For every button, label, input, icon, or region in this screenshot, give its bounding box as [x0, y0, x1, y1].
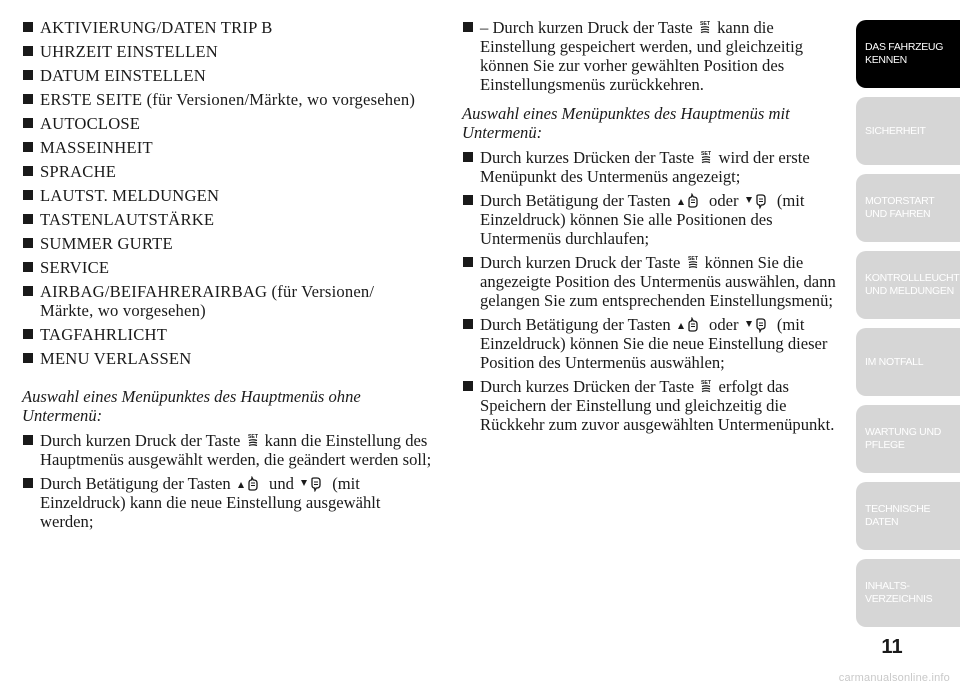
list-item: SUMMER GURTE: [22, 234, 432, 253]
list-item: SPRACHE: [22, 162, 432, 181]
list-item: AIRBAG/BEIFAHRERAIRBAG (für Versionen/ Märkte, wo vorgesehen): [22, 282, 432, 320]
list-item: – Durch kurzen Druck der Taste kann die Einstellung gespeichert werden, und gleichzeitig können Sie zur vorher gewählten Position des Einstellungsmenüs zurückkehren.: [462, 18, 844, 94]
section-heading-without-submenu: Auswahl eines Menüpunktes des Hauptmenüs ohne Untermenü:: [22, 387, 361, 425]
up-button-icon: [677, 193, 703, 209]
steps-with-submenu: [462, 148, 844, 434]
page-number: 11: [881, 636, 903, 658]
tab-sicherheit[interactable]: SICHERHEIT: [856, 97, 960, 165]
list-item: MENU VERLASSEN: [22, 349, 432, 368]
list-item: DATUM EINSTELLEN: [22, 66, 432, 85]
settings-menu-list: [22, 18, 432, 368]
down-button-icon: [300, 476, 326, 492]
square-bullet-icon: [23, 238, 33, 248]
section-heading-with-submenu: Auswahl eines Menüpunktes des Hauptmenüs mit Untermenü:: [462, 104, 790, 142]
set-button-icon: [687, 255, 699, 270]
square-bullet-icon: [23, 214, 33, 224]
list-item: AUTOCLOSE: [22, 114, 432, 133]
square-bullet-icon: [23, 329, 33, 339]
intro-list: [462, 18, 844, 94]
tab-wartung-und-pflege[interactable]: WARTUNG UND PFLEGE: [856, 405, 960, 473]
tab-technische-daten[interactable]: TECHNISCHE DATEN: [856, 482, 960, 550]
list-item: Durch kurzes Drücken der Taste wird der erste Menüpunkt des Untermenüs angezeigt;: [462, 148, 844, 186]
square-bullet-icon: [23, 286, 33, 296]
list-item: LAUTST. MELDUNGEN: [22, 186, 432, 205]
set-button-icon: [247, 433, 259, 448]
list-item: Durch kurzen Druck der Taste können Sie die angezeigte Position des Untermenüs auswählen, dann gelangen Sie zum entsprechenden Einstellungsmenü;: [462, 253, 844, 310]
square-bullet-icon: [23, 94, 33, 104]
square-bullet-icon: [463, 257, 473, 267]
list-item: Durch Betätigung der Tasten und (mit Einzeldruck) kann die neue Einstellung ausgewählt werden;: [22, 474, 432, 531]
list-item: SERVICE: [22, 258, 432, 277]
list-item: MASSEINHEIT: [22, 138, 432, 157]
watermark: carmanualsonline.info: [838, 672, 950, 684]
list-item: ERSTE SEITE (für Versionen/Märkte, wo vorgesehen): [22, 90, 432, 109]
square-bullet-icon: [23, 353, 33, 363]
square-bullet-icon: [463, 381, 473, 391]
tab-inhaltsverzeichnis[interactable]: INHALTS- VERZEICHNIS: [856, 559, 960, 627]
up-button-icon: [677, 317, 703, 333]
square-bullet-icon: [23, 142, 33, 152]
list-item: Durch kurzes Drücken der Taste erfolgt das Speichern der Einstellung und gleichzeitig die Rückkehr zum zuvor ausgewählten Untermenüpunkt.: [462, 377, 844, 434]
down-button-icon: [745, 193, 771, 209]
list-item: Durch Betätigung der Tasten oder (mit Einzeldruck) können Sie alle Positionen des Untermenüs durchlaufen;: [462, 191, 844, 248]
middle-column: [462, 18, 844, 439]
set-button-icon: [700, 379, 712, 394]
square-bullet-icon: [23, 190, 33, 200]
list-item: Durch Betätigung der Tasten oder (mit Einzeldruck) können Sie die neue Einstellung dieser Position des Untermenüs auswählen;: [462, 315, 844, 372]
square-bullet-icon: [23, 46, 33, 56]
square-bullet-icon: [23, 118, 33, 128]
steps-without-submenu: [22, 431, 432, 531]
list-item: TAGFAHRLICHT: [22, 325, 432, 344]
tab-motorstart-und-fahren[interactable]: MOTORSTART UND FAHREN: [856, 174, 960, 242]
tab-im-notfall[interactable]: IM NOTFALL: [856, 328, 960, 396]
set-button-icon: [700, 150, 712, 165]
list-item: AKTIVIERUNG/DATEN TRIP B: [22, 18, 432, 37]
list-item: Durch kurzen Druck der Taste kann die Einstellung des Hauptmenüs ausgewählt werden, die geändert werden soll;: [22, 431, 432, 469]
square-bullet-icon: [23, 22, 33, 32]
square-bullet-icon: [463, 195, 473, 205]
list-item: TASTENLAUTSTÄRKE: [22, 210, 432, 229]
square-bullet-icon: [463, 152, 473, 162]
down-button-icon: [745, 317, 771, 333]
square-bullet-icon: [463, 22, 473, 32]
square-bullet-icon: [463, 319, 473, 329]
up-button-icon: [237, 476, 263, 492]
chapter-sidebar: [856, 20, 973, 636]
square-bullet-icon: [23, 262, 33, 272]
square-bullet-icon: [23, 435, 33, 445]
tab-kontrollleuchten-und-meldungen[interactable]: KONTROLLLEUCHTEN UND MELDUNGEN: [856, 251, 960, 319]
set-button-icon: [699, 20, 711, 35]
square-bullet-icon: [23, 478, 33, 488]
square-bullet-icon: [23, 166, 33, 176]
square-bullet-icon: [23, 70, 33, 80]
list-item: UHRZEIT EINSTELLEN: [22, 42, 432, 61]
tab-das-fahrzeug-kennen[interactable]: DAS FAHRZEUG KENNEN: [856, 20, 960, 88]
left-column: [22, 18, 432, 536]
